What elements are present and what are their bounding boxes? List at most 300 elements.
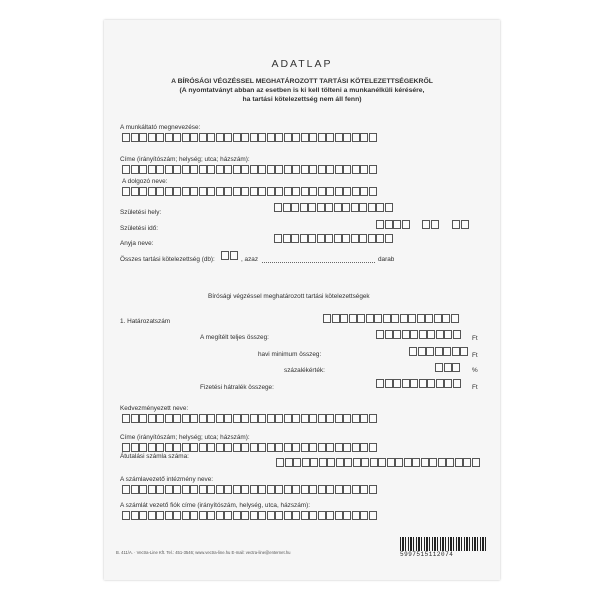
char-box[interactable] xyxy=(325,203,333,212)
char-box[interactable] xyxy=(131,511,139,520)
char-box[interactable] xyxy=(309,187,317,196)
char-box[interactable] xyxy=(199,165,207,174)
char-box[interactable] xyxy=(352,414,360,423)
char-box[interactable] xyxy=(369,133,377,142)
char-box[interactable] xyxy=(216,511,224,520)
char-box[interactable] xyxy=(344,458,352,467)
char-box[interactable] xyxy=(343,133,351,142)
char-box[interactable] xyxy=(122,133,130,142)
char-box[interactable] xyxy=(190,133,198,142)
char-box[interactable] xyxy=(275,414,283,423)
char-box[interactable] xyxy=(165,133,173,142)
char-box[interactable] xyxy=(335,414,343,423)
char-box[interactable] xyxy=(443,347,451,356)
char-box[interactable] xyxy=(241,414,249,423)
char-box[interactable] xyxy=(383,314,391,323)
char-box[interactable] xyxy=(370,458,378,467)
char-box[interactable] xyxy=(412,458,420,467)
char-box[interactable] xyxy=(453,330,461,339)
char-box[interactable] xyxy=(435,347,443,356)
char-box[interactable] xyxy=(435,363,443,372)
char-box[interactable] xyxy=(241,133,249,142)
char-box[interactable] xyxy=(258,133,266,142)
char-box[interactable] xyxy=(460,347,468,356)
char-box[interactable] xyxy=(275,165,283,174)
char-box[interactable] xyxy=(325,234,333,243)
char-box[interactable] xyxy=(224,485,232,494)
char-box[interactable] xyxy=(302,458,310,467)
char-box[interactable] xyxy=(318,443,326,452)
char-box[interactable] xyxy=(369,511,377,520)
char-box[interactable] xyxy=(352,485,360,494)
char-box[interactable] xyxy=(284,187,292,196)
char-box[interactable] xyxy=(233,165,241,174)
char-box[interactable] xyxy=(461,220,469,229)
char-box[interactable] xyxy=(165,511,173,520)
char-box[interactable] xyxy=(343,165,351,174)
char-box[interactable] xyxy=(444,379,452,388)
char-box[interactable] xyxy=(336,458,344,467)
char-box[interactable] xyxy=(300,203,308,212)
char-box[interactable] xyxy=(327,458,335,467)
char-box[interactable] xyxy=(267,443,275,452)
char-box[interactable] xyxy=(444,363,452,372)
char-box[interactable] xyxy=(453,379,461,388)
char-box[interactable] xyxy=(224,414,232,423)
char-box[interactable] xyxy=(292,165,300,174)
char-box[interactable] xyxy=(182,511,190,520)
char-box[interactable] xyxy=(310,458,318,467)
char-box[interactable] xyxy=(376,234,384,243)
char-box[interactable] xyxy=(393,220,401,229)
char-box[interactable] xyxy=(182,165,190,174)
char-box[interactable] xyxy=(173,165,181,174)
char-box[interactable] xyxy=(352,165,360,174)
char-box[interactable] xyxy=(267,414,275,423)
char-box[interactable] xyxy=(360,187,368,196)
char-box[interactable] xyxy=(326,414,334,423)
char-box[interactable] xyxy=(156,414,164,423)
char-box[interactable] xyxy=(233,187,241,196)
char-box[interactable] xyxy=(360,133,368,142)
char-box[interactable] xyxy=(335,187,343,196)
char-box[interactable] xyxy=(455,458,463,467)
char-box[interactable] xyxy=(292,511,300,520)
char-box[interactable] xyxy=(352,133,360,142)
char-box[interactable] xyxy=(221,251,229,260)
total-amount-boxes[interactable] xyxy=(376,330,461,339)
char-box[interactable] xyxy=(173,133,181,142)
char-box[interactable] xyxy=(418,347,426,356)
char-box[interactable] xyxy=(391,314,399,323)
char-box[interactable] xyxy=(122,443,130,452)
char-box[interactable] xyxy=(335,511,343,520)
char-box[interactable] xyxy=(139,414,147,423)
char-box[interactable] xyxy=(359,234,367,243)
employer-name-boxes[interactable] xyxy=(122,133,377,142)
char-box[interactable] xyxy=(131,165,139,174)
char-box[interactable] xyxy=(417,314,425,323)
char-box[interactable] xyxy=(335,485,343,494)
char-box[interactable] xyxy=(293,458,301,467)
char-box[interactable] xyxy=(360,165,368,174)
char-box[interactable] xyxy=(275,443,283,452)
char-box[interactable] xyxy=(351,234,359,243)
char-box[interactable] xyxy=(343,187,351,196)
char-box[interactable] xyxy=(318,511,326,520)
char-box[interactable] xyxy=(156,443,164,452)
char-box[interactable] xyxy=(340,314,348,323)
char-box[interactable] xyxy=(250,443,258,452)
char-box[interactable] xyxy=(342,203,350,212)
char-box[interactable] xyxy=(343,485,351,494)
char-box[interactable] xyxy=(224,133,232,142)
char-box[interactable] xyxy=(335,443,343,452)
char-box[interactable] xyxy=(148,485,156,494)
char-box[interactable] xyxy=(335,165,343,174)
char-box[interactable] xyxy=(165,187,173,196)
char-box[interactable] xyxy=(436,330,444,339)
char-box[interactable] xyxy=(410,379,418,388)
char-box[interactable] xyxy=(258,165,266,174)
char-box[interactable] xyxy=(131,485,139,494)
char-box[interactable] xyxy=(352,187,360,196)
char-box[interactable] xyxy=(385,203,393,212)
birth-date-year-boxes[interactable] xyxy=(376,220,410,229)
char-box[interactable] xyxy=(359,203,367,212)
char-box[interactable] xyxy=(318,485,326,494)
char-box[interactable] xyxy=(452,220,460,229)
monthly-min-boxes[interactable] xyxy=(409,347,469,356)
char-box[interactable] xyxy=(326,511,334,520)
char-box[interactable] xyxy=(385,330,393,339)
char-box[interactable] xyxy=(182,485,190,494)
char-box[interactable] xyxy=(139,485,147,494)
char-box[interactable] xyxy=(301,443,309,452)
char-box[interactable] xyxy=(182,133,190,142)
char-box[interactable] xyxy=(190,511,198,520)
char-box[interactable] xyxy=(317,203,325,212)
char-box[interactable] xyxy=(274,234,282,243)
char-box[interactable] xyxy=(326,485,334,494)
char-box[interactable] xyxy=(409,347,417,356)
char-box[interactable] xyxy=(156,165,164,174)
char-box[interactable] xyxy=(207,165,215,174)
char-box[interactable] xyxy=(426,347,434,356)
char-box[interactable] xyxy=(431,220,439,229)
char-box[interactable] xyxy=(258,443,266,452)
char-box[interactable] xyxy=(429,458,437,467)
char-box[interactable] xyxy=(360,414,368,423)
char-box[interactable] xyxy=(216,443,224,452)
char-box[interactable] xyxy=(122,485,130,494)
char-box[interactable] xyxy=(402,379,410,388)
char-box[interactable] xyxy=(122,511,130,520)
char-box[interactable] xyxy=(400,314,408,323)
char-box[interactable] xyxy=(207,443,215,452)
char-box[interactable] xyxy=(267,133,275,142)
char-box[interactable] xyxy=(352,443,360,452)
char-box[interactable] xyxy=(334,234,342,243)
char-box[interactable] xyxy=(436,379,444,388)
char-box[interactable] xyxy=(131,443,139,452)
birth-place-boxes[interactable] xyxy=(274,203,393,212)
char-box[interactable] xyxy=(165,414,173,423)
char-box[interactable] xyxy=(165,165,173,174)
birth-date-day-boxes[interactable] xyxy=(452,220,469,229)
char-box[interactable] xyxy=(207,187,215,196)
char-box[interactable] xyxy=(156,187,164,196)
char-box[interactable] xyxy=(300,234,308,243)
char-box[interactable] xyxy=(360,443,368,452)
char-box[interactable] xyxy=(199,133,207,142)
char-box[interactable] xyxy=(292,443,300,452)
char-box[interactable] xyxy=(438,458,446,467)
char-box[interactable] xyxy=(404,458,412,467)
char-box[interactable] xyxy=(374,314,382,323)
char-box[interactable] xyxy=(283,203,291,212)
char-box[interactable] xyxy=(165,485,173,494)
char-box[interactable] xyxy=(332,314,340,323)
char-box[interactable] xyxy=(326,133,334,142)
char-box[interactable] xyxy=(309,165,317,174)
char-box[interactable] xyxy=(395,458,403,467)
char-box[interactable] xyxy=(291,234,299,243)
char-box[interactable] xyxy=(207,133,215,142)
char-box[interactable] xyxy=(421,458,429,467)
char-box[interactable] xyxy=(250,485,258,494)
char-box[interactable] xyxy=(301,133,309,142)
char-box[interactable] xyxy=(352,511,360,520)
char-box[interactable] xyxy=(387,458,395,467)
char-box[interactable] xyxy=(190,165,198,174)
char-box[interactable] xyxy=(131,133,139,142)
char-box[interactable] xyxy=(472,458,480,467)
char-box[interactable] xyxy=(173,443,181,452)
bank-name-boxes[interactable] xyxy=(122,485,377,494)
char-box[interactable] xyxy=(241,443,249,452)
char-box[interactable] xyxy=(463,458,471,467)
char-box[interactable] xyxy=(385,379,393,388)
char-box[interactable] xyxy=(284,485,292,494)
char-box[interactable] xyxy=(224,443,232,452)
char-box[interactable] xyxy=(233,485,241,494)
char-box[interactable] xyxy=(139,187,147,196)
char-box[interactable] xyxy=(207,485,215,494)
char-box[interactable] xyxy=(173,511,181,520)
char-box[interactable] xyxy=(275,485,283,494)
char-box[interactable] xyxy=(148,187,156,196)
char-box[interactable] xyxy=(385,220,393,229)
char-box[interactable] xyxy=(233,414,241,423)
char-box[interactable] xyxy=(351,203,359,212)
char-box[interactable] xyxy=(444,330,452,339)
char-box[interactable] xyxy=(369,485,377,494)
char-box[interactable] xyxy=(319,458,327,467)
char-box[interactable] xyxy=(216,187,224,196)
char-box[interactable] xyxy=(199,187,207,196)
char-box[interactable] xyxy=(250,511,258,520)
beneficiary-name-boxes[interactable] xyxy=(122,414,377,423)
char-box[interactable] xyxy=(131,414,139,423)
char-box[interactable] xyxy=(148,165,156,174)
char-box[interactable] xyxy=(267,187,275,196)
char-box[interactable] xyxy=(361,458,369,467)
char-box[interactable] xyxy=(309,485,317,494)
char-box[interactable] xyxy=(368,234,376,243)
char-box[interactable] xyxy=(148,414,156,423)
char-box[interactable] xyxy=(292,485,300,494)
char-box[interactable] xyxy=(216,165,224,174)
total-count-boxes[interactable] xyxy=(221,251,238,260)
char-box[interactable] xyxy=(410,330,418,339)
char-box[interactable] xyxy=(190,414,198,423)
char-box[interactable] xyxy=(165,443,173,452)
char-box[interactable] xyxy=(285,458,293,467)
char-box[interactable] xyxy=(275,511,283,520)
char-box[interactable] xyxy=(378,458,386,467)
char-box[interactable] xyxy=(335,133,343,142)
char-box[interactable] xyxy=(353,458,361,467)
char-box[interactable] xyxy=(442,314,450,323)
char-box[interactable] xyxy=(267,485,275,494)
char-box[interactable] xyxy=(369,443,377,452)
char-box[interactable] xyxy=(317,234,325,243)
char-box[interactable] xyxy=(199,511,207,520)
char-box[interactable] xyxy=(326,187,334,196)
char-box[interactable] xyxy=(452,347,460,356)
char-box[interactable] xyxy=(182,187,190,196)
char-box[interactable] xyxy=(283,234,291,243)
char-box[interactable] xyxy=(207,511,215,520)
char-box[interactable] xyxy=(360,485,368,494)
char-box[interactable] xyxy=(148,443,156,452)
char-box[interactable] xyxy=(376,379,384,388)
char-box[interactable] xyxy=(284,165,292,174)
char-box[interactable] xyxy=(425,314,433,323)
char-box[interactable] xyxy=(182,443,190,452)
char-box[interactable] xyxy=(276,458,284,467)
char-box[interactable] xyxy=(408,314,416,323)
char-box[interactable] xyxy=(385,234,393,243)
char-box[interactable] xyxy=(301,165,309,174)
char-box[interactable] xyxy=(309,414,317,423)
char-box[interactable] xyxy=(122,187,130,196)
char-box[interactable] xyxy=(376,203,384,212)
worker-name-boxes[interactable] xyxy=(122,187,377,196)
char-box[interactable] xyxy=(233,443,241,452)
char-box[interactable] xyxy=(301,485,309,494)
char-box[interactable] xyxy=(309,511,317,520)
char-box[interactable] xyxy=(284,133,292,142)
char-box[interactable] xyxy=(250,133,258,142)
char-box[interactable] xyxy=(308,203,316,212)
char-box[interactable] xyxy=(284,443,292,452)
char-box[interactable] xyxy=(309,133,317,142)
char-box[interactable] xyxy=(250,165,258,174)
employer-address-boxes[interactable] xyxy=(122,165,377,174)
char-box[interactable] xyxy=(199,443,207,452)
char-box[interactable] xyxy=(422,220,430,229)
char-box[interactable] xyxy=(274,203,282,212)
arrears-boxes[interactable] xyxy=(376,379,461,388)
char-box[interactable] xyxy=(342,234,350,243)
char-box[interactable] xyxy=(318,165,326,174)
char-box[interactable] xyxy=(267,165,275,174)
char-box[interactable] xyxy=(233,133,241,142)
char-box[interactable] xyxy=(343,511,351,520)
char-box[interactable] xyxy=(230,251,238,260)
char-box[interactable] xyxy=(451,314,459,323)
char-box[interactable] xyxy=(376,220,384,229)
char-box[interactable] xyxy=(250,414,258,423)
char-box[interactable] xyxy=(326,165,334,174)
char-box[interactable] xyxy=(318,133,326,142)
birth-date-month-boxes[interactable] xyxy=(422,220,439,229)
branch-address-boxes[interactable] xyxy=(122,511,377,520)
char-box[interactable] xyxy=(292,187,300,196)
char-box[interactable] xyxy=(199,414,207,423)
percentage-boxes[interactable] xyxy=(435,363,461,372)
char-box[interactable] xyxy=(393,379,401,388)
char-box[interactable] xyxy=(233,511,241,520)
char-box[interactable] xyxy=(156,133,164,142)
char-box[interactable] xyxy=(224,165,232,174)
char-box[interactable] xyxy=(393,330,401,339)
char-box[interactable] xyxy=(267,511,275,520)
char-box[interactable] xyxy=(292,133,300,142)
char-box[interactable] xyxy=(434,314,442,323)
char-box[interactable] xyxy=(301,511,309,520)
char-box[interactable] xyxy=(284,414,292,423)
char-box[interactable] xyxy=(427,330,435,339)
char-box[interactable] xyxy=(241,165,249,174)
char-box[interactable] xyxy=(349,314,357,323)
char-box[interactable] xyxy=(173,414,181,423)
char-box[interactable] xyxy=(182,414,190,423)
char-box[interactable] xyxy=(224,187,232,196)
char-box[interactable] xyxy=(216,133,224,142)
char-box[interactable] xyxy=(369,187,377,196)
char-box[interactable] xyxy=(173,187,181,196)
char-box[interactable] xyxy=(148,133,156,142)
char-box[interactable] xyxy=(173,485,181,494)
char-box[interactable] xyxy=(360,511,368,520)
char-box[interactable] xyxy=(216,414,224,423)
char-box[interactable] xyxy=(284,511,292,520)
char-box[interactable] xyxy=(343,443,351,452)
char-box[interactable] xyxy=(318,414,326,423)
char-box[interactable] xyxy=(122,414,130,423)
char-box[interactable] xyxy=(292,414,300,423)
char-box[interactable] xyxy=(419,330,427,339)
char-box[interactable] xyxy=(343,414,351,423)
char-box[interactable] xyxy=(323,314,331,323)
char-box[interactable] xyxy=(131,187,139,196)
resolution-number-boxes[interactable] xyxy=(323,314,459,323)
char-box[interactable] xyxy=(199,485,207,494)
char-box[interactable] xyxy=(452,363,460,372)
char-box[interactable] xyxy=(258,414,266,423)
char-box[interactable] xyxy=(326,443,334,452)
char-box[interactable] xyxy=(122,165,130,174)
char-box[interactable] xyxy=(241,187,249,196)
char-box[interactable] xyxy=(291,203,299,212)
char-box[interactable] xyxy=(368,203,376,212)
char-box[interactable] xyxy=(402,330,410,339)
char-box[interactable] xyxy=(241,485,249,494)
char-box[interactable] xyxy=(309,443,317,452)
